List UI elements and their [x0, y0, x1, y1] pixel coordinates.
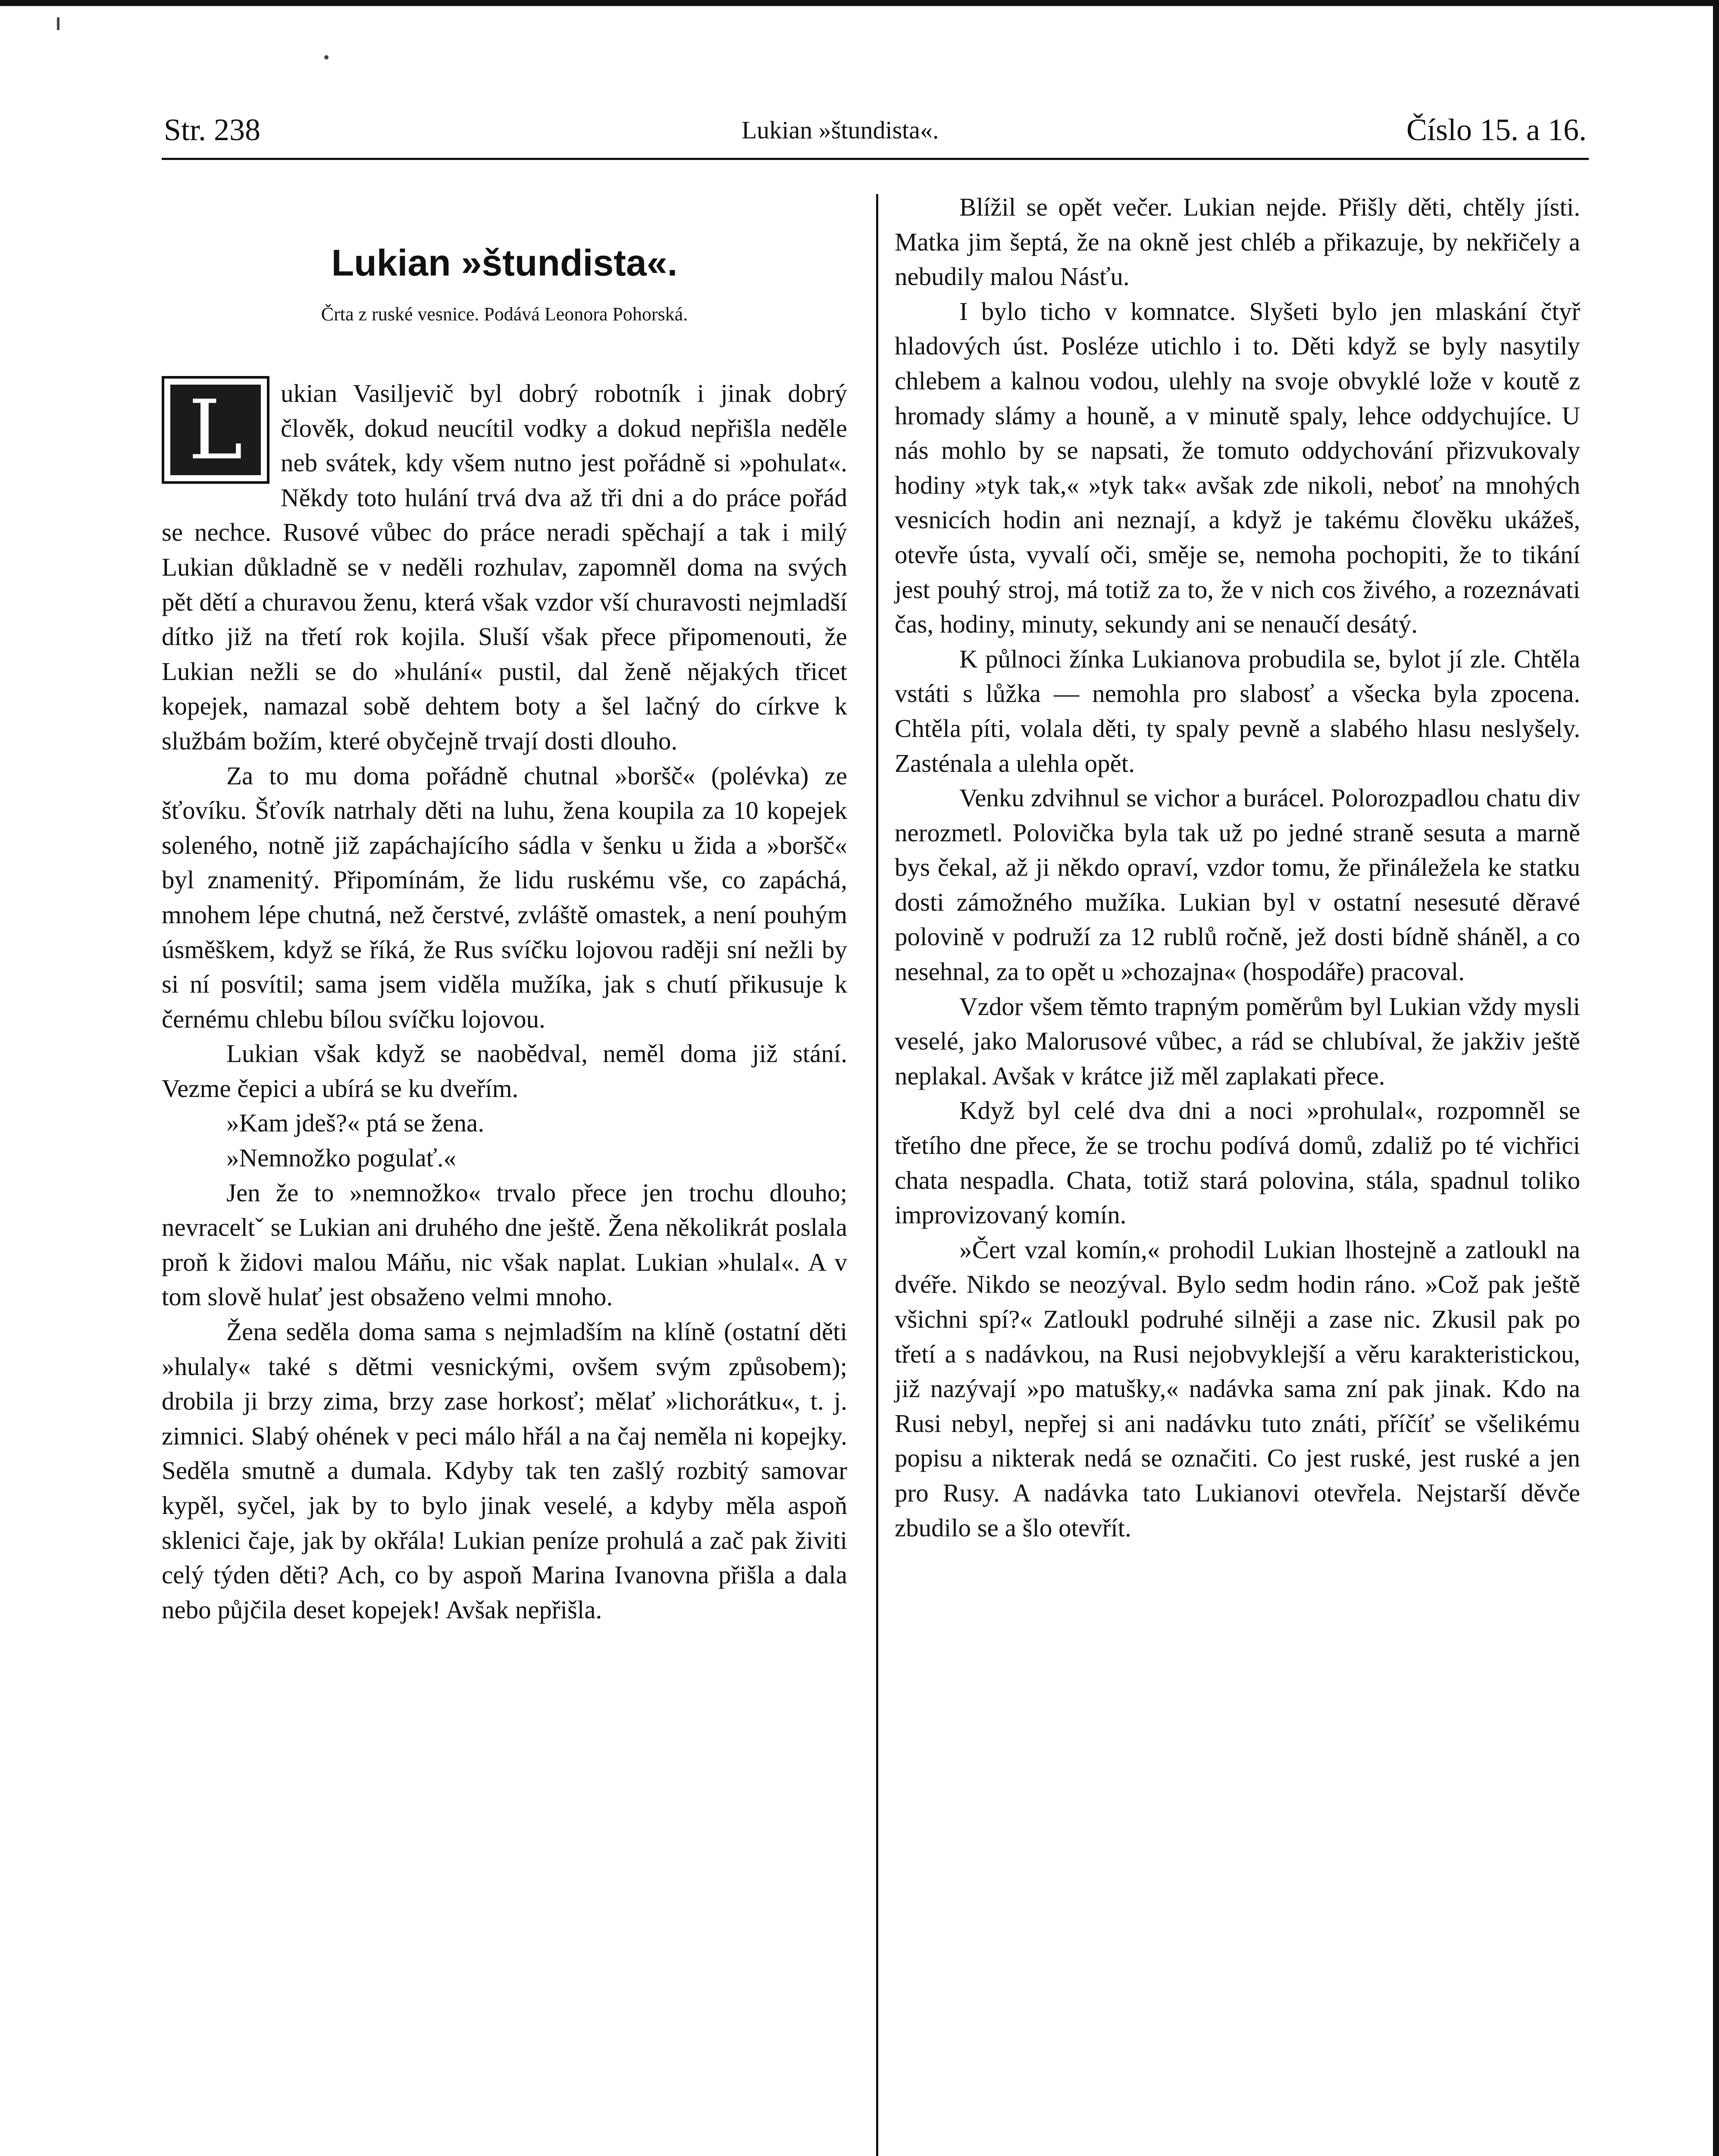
paragraph: »Čert vzal komín,« prohodil Lukian lhostejně a zatloukl na dvéře. Nikdo se neozýval. Bylo sedm hodin ráno. »Což pak ještě všichni spí?« Zatloukl podruhé silněji a zase nic. Zkusil pak po třetí a s nadávkou, na Rusi nejobvyklejší a věru karakteristickou, již nazývají »po matušky,« nadávka sama zní pak jinak. Kdo na Rusi nebyl, nepřej si ani nadávku tuto znáti, příčíť se všelikému popisu a nikterak nedá se označiti. Co jest ruské, jest ruské a jen pro Rusy. A nadávka tato Lukianovi otevřela. Nejstarší děvče zbudilo se a šlo otevřít. — [895, 1235, 1580, 1542]
paragraph: Venku zdvihnul se vichor a burácel. Polorozpadlou chatu div nerozmetl. Polovička byla tak už po jedné straně sesuta a marně bys čekal, až ji někdo opraví, vzdor tomu, že přináležela ke statku dosti zámožného mužíka. Lukian byl v ostatní nesesuté děravé polovině v podruží za 12 rublů ročně, jež dosti bídně sháněl, a co nesehnal, za to opět u »chozajna« (hospodáře) pracoval. — [895, 783, 1580, 986]
paragraph: I bylo ticho v komnatce. Slyšeti bylo jen mlaskání čtyř hladových úst. Posléze utichlo i to. Děti když se byly nasytily chlebem a kalnou vodou, ulehly na svoje obvyklé lože v koutě z hromady slámy a houně, a v minutě spaly, lehce oddychujíce. U nás mohlo by se napsati, že tomuto oddychování přizvukovaly hodiny »tyk tak,« »tyk tak« avšak zde nikoli, neboť na mnohých vesnicích hodin ani neznají, a když je takému člověku ukážeš, otevře ústa, vyvalí oči, směje se, nemoha pochopiti, že to tikání jest pouhý stroj, má totiž za to, že v nich cos živého, a rozeznávati čas, hodiny, minuty, sekundy ani se nenaučí desátý. — [895, 297, 1580, 639]
scan-border-right — [1713, 0, 1719, 2156]
scan-speck — [324, 55, 329, 60]
page-number: Str. 238 — [164, 113, 261, 147]
header-rule — [162, 158, 1589, 160]
right-column — [895, 190, 1580, 1545]
left-column — [162, 190, 847, 1627]
dialogue-line: »Kam jdeš?« ptá se žena. — [226, 1109, 484, 1138]
scan-speck — [57, 17, 59, 30]
article-subtitle: Črta z ruské vesnice. Podává Leonora Pohorská. — [321, 304, 688, 325]
article-title: Lukian »štundista«. — [331, 242, 678, 284]
paragraph: Žena seděla doma sama s nejmladším na klíně (ostatní děti »hulaly« také s dětmi vesnickými, ovšem svým způsobem); drobila ji brzy zima, brzy zase horkosť; mělať »lichorátku«, t. j. zimnici. Slabý ohének v peci málo hřál a na čaj neměla ni kopejky. Seděla smutně a dumala. Kdyby tak ten zašlý rozbitý samovar kypěl, syčel, jak by to bylo jinak veselé, a kdyby měla aspoň sklenici čaje, jak by okřála! Lukian peníze prohulá a zač pak živiti celý týden děti? Ach, co by aspoň Marina Ivanovna přišla a dala nebo půjčila deset kopejek! Avšak nepřišla. — [162, 1317, 847, 1624]
running-title: Lukian »štundista«. — [742, 116, 939, 144]
paragraph: Za to mu doma pořádně chutnal »boršč« (polévka) ze šťovíku. Šťovík natrhaly děti na luhu, žena koupila za 10 kopejek soleného, notně již zapáchajícího sádla v šenku u žida a »boršč« byl znamenitý. Připomínám, že lidu ruskému vše, co zapáchá, mnohem lépe chutná, než čerstvé, zvláště omastek, a není pouhým úsměškem, když se říká, že Rus svíčku lojovou raději sní nežli by si ní posvítil; sama jsem viděla mužíka, jak s chutí přikusuje k černému chlebu bílou svíčku lojovou. — [162, 761, 847, 1033]
dialogue-line: »Nemnožko pogulať.« — [226, 1144, 457, 1172]
issue-number: Číslo 15. a 16. — [1406, 113, 1587, 147]
paragraph: Jen že to »nemnožko« trvalo přece jen trochu dlouho; nevraceltˇ se Lukian ani druhého dne ještě. Žena několikrát poslala proň k židovi malou Máňu, nic však naplat. Lukian »hulal«. A v tom slově hulať jest obsaženo velmi mnoho. — [162, 1178, 847, 1311]
right-body — [895, 190, 1580, 1545]
scan-border-top — [0, 0, 1719, 6]
paragraph: ukian Vasiljevič byl dobrý robotník i jinak dobrý člověk, dokud neucítil vodky a dokud nepřišla neděle neb svátek, kdy všem nutno jest pořádně si »pohulat«. Někdy toto hulání trvá dva až tři dni a do práce pořád se nechce. Rusové vůbec do práce neradi spěchají a tak i milý Lukian důkladně se v neděli rozhulav, zapomněl doma na svých pět dětí a churavou ženu, která však vzdor vší churavosti nejmladší dítko již na třetí rok kojila. Sluší však přece připomenouti, že Lukian nežli se do »hulání« pustil, dal ženě nějakých třicet kopejek, namazal sobě dehtem boty a šel lačný do církve k službám božím, které obyčejně trvají dosti dlouho. — [162, 379, 847, 755]
paragraph: K půlnoci žínka Lukianova probudila se, bylot jí zle. Chtěla vstáti s lůžka — nemohla pro slabosť a všecka byla zpocena. Chtěla píti, volala děti, ty spaly pevně a slabého hlasu neslyšely. Zasténala a ulehla opět. — [895, 644, 1580, 777]
paragraph: Blížil se opět večer. Lukian nejde. Přišly děti, chtěly jísti. Matka jim šeptá, že na okně jest chléb a přikazuje, by nekřičely a nebudily malou Násťu. — [895, 193, 1580, 291]
paragraph: Vzdor všem těmto trapným poměrům byl Lukian vždy mysli veselé, jako Malorusové vůbec, a rád se chlubíval, že jakživ ještě neplakal. Avšak v krátce již měl zaplakati přece. — [895, 992, 1580, 1090]
drop-cap-letter: L — [170, 385, 261, 475]
running-header — [164, 112, 1587, 160]
paragraph: Když byl celé dva dni a noci »prohulal«, rozpomněl se třetího dne přece, že se trochu podívá domů, zdaliž po té vichřici chata nespadla. Chata, totiž stará polovina, stála, spadnul toliko improvizovaný komín. — [895, 1096, 1580, 1229]
column-divider — [876, 194, 878, 2156]
drop-cap-ornament — [162, 376, 269, 484]
left-body — [162, 376, 847, 1627]
paragraph: Lukian však když se naobědval, neměl doma již stání. Vezme čepici a ubírá se ku dveřím. — [162, 1039, 847, 1103]
